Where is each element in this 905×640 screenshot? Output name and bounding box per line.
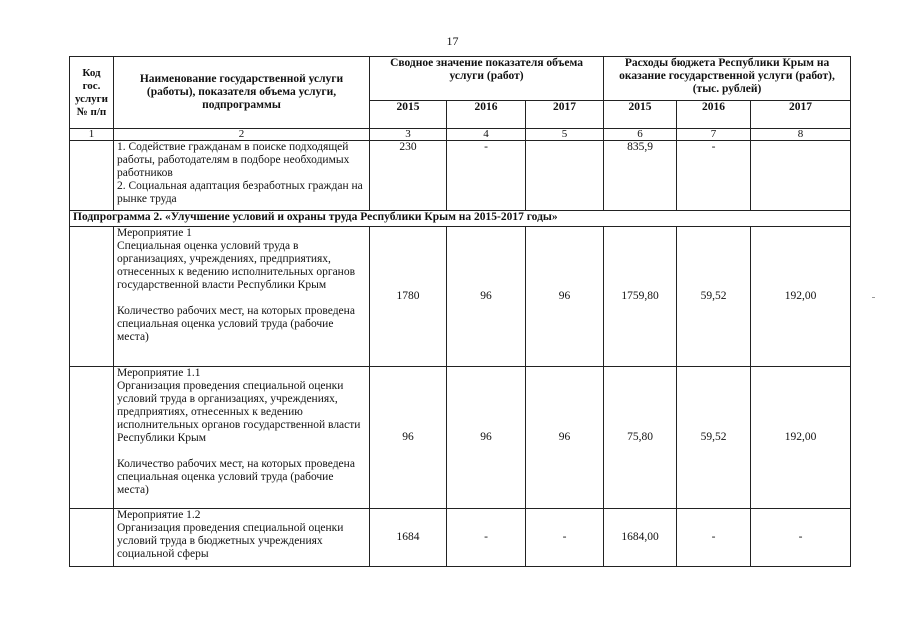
activity-title: Мероприятие 1.1 bbox=[117, 367, 201, 379]
service-name-1: 1. Содействие гражданам в поиске подходящей работы, работодателям в подборе необходимых работников bbox=[117, 141, 350, 179]
activity-code bbox=[70, 509, 114, 567]
value-cell: 96 bbox=[526, 227, 604, 367]
header-expense-group: Расходы бюджета Республики Крым на оказание государственной услуги (работ), (тыс. рублей) bbox=[604, 57, 851, 101]
activity-name bbox=[114, 227, 370, 367]
activity-code bbox=[70, 367, 114, 509]
index-cell: 4 bbox=[447, 129, 526, 141]
service-name bbox=[114, 141, 370, 211]
year-2015-expense: 2015 bbox=[604, 101, 677, 129]
activity-indicator: Количество рабочих мест, на которых проведена специальная оценка условий труда (рабочие места) bbox=[117, 305, 355, 343]
value-cell: 96 bbox=[526, 367, 604, 509]
index-cell: 7 bbox=[677, 129, 751, 141]
header-volume-group: Сводное значение показателя объема услуги (работ) bbox=[370, 57, 604, 101]
activity-name bbox=[114, 509, 370, 567]
page-number: 17 bbox=[446, 34, 459, 48]
value-cell: - bbox=[677, 141, 751, 211]
year-2016-expense: 2016 bbox=[677, 101, 751, 129]
value-cell bbox=[526, 141, 604, 211]
table-row-activity bbox=[70, 367, 851, 509]
table-row-activity bbox=[70, 227, 851, 367]
year-2017-volume: 2017 bbox=[526, 101, 604, 129]
value-cell: 192,00 bbox=[751, 367, 851, 509]
value-cell: 192,00 bbox=[751, 227, 851, 367]
index-cell: 2 bbox=[114, 129, 370, 141]
year-2017-expense: 2017 bbox=[751, 101, 851, 129]
value-cell: 1684,00 bbox=[604, 509, 677, 567]
index-cell: 8 bbox=[751, 129, 851, 141]
value-cell bbox=[751, 141, 851, 211]
value-cell: 96 bbox=[370, 367, 447, 509]
activity-code bbox=[70, 227, 114, 367]
activity-description: Организация проведения специальной оценки условий труда в организациях, учреждениях, предприятиях, отнесенных к ведению исполнительных органов государственной власти Республики Крым bbox=[117, 380, 361, 444]
value-cell: 59,52 bbox=[677, 367, 751, 509]
index-row bbox=[70, 129, 851, 141]
header-name: Наименование государственной услуги (работы), показателя объема услуги, подпрограммы bbox=[114, 57, 370, 129]
value-cell: 1780 bbox=[370, 227, 447, 367]
table-row-activity bbox=[70, 509, 851, 567]
table-row-services bbox=[70, 141, 851, 211]
activity-indicator: Количество рабочих мест, на которых проведена специальная оценка условий труда (рабочие места) bbox=[117, 458, 355, 496]
activity-description: Специальная оценка условий труда в организациях, учреждениях, предприятиях, отнесенных к ведению исполнительных органов государственной власти Республики Крым bbox=[117, 240, 356, 291]
value-cell: 1684 bbox=[370, 509, 447, 567]
scan-speck bbox=[872, 297, 875, 298]
service-name-2: 2. Социальная адаптация безработных граждан на рынке труда bbox=[117, 180, 363, 205]
subprogram-row bbox=[70, 211, 851, 227]
index-cell: 5 bbox=[526, 129, 604, 141]
activity-title: Мероприятие 1.2 bbox=[117, 509, 201, 521]
value-cell: 1759,80 bbox=[604, 227, 677, 367]
subprogram-title: Подпрограмма 2. «Улучшение условий и охраны труда Республики Крым на 2015-2017 годы» bbox=[70, 211, 851, 227]
activity-name bbox=[114, 367, 370, 509]
value-cell: 75,80 bbox=[604, 367, 677, 509]
value-cell: 835,9 bbox=[604, 141, 677, 211]
year-2015-volume: 2015 bbox=[370, 101, 447, 129]
value-cell: - bbox=[447, 141, 526, 211]
service-code bbox=[70, 141, 114, 211]
value-cell: - bbox=[677, 509, 751, 567]
activity-description: Организация проведения специальной оценки условий труда в бюджетных учреждениях социальной сферы bbox=[117, 522, 344, 560]
header-code: Код гос. услуги № п/п bbox=[70, 57, 114, 129]
value-cell: 230 bbox=[370, 141, 447, 211]
index-cell: 6 bbox=[604, 129, 677, 141]
value-cell: 59,52 bbox=[677, 227, 751, 367]
value-cell: - bbox=[751, 509, 851, 567]
value-cell: - bbox=[526, 509, 604, 567]
value-cell: - bbox=[447, 509, 526, 567]
budget-table bbox=[69, 56, 851, 567]
index-cell: 1 bbox=[70, 129, 114, 141]
year-2016-volume: 2016 bbox=[447, 101, 526, 129]
value-cell: 96 bbox=[447, 367, 526, 509]
value-cell: 96 bbox=[447, 227, 526, 367]
activity-title: Мероприятие 1 bbox=[117, 227, 192, 239]
index-cell: 3 bbox=[370, 129, 447, 141]
header-row-1 bbox=[70, 57, 851, 101]
